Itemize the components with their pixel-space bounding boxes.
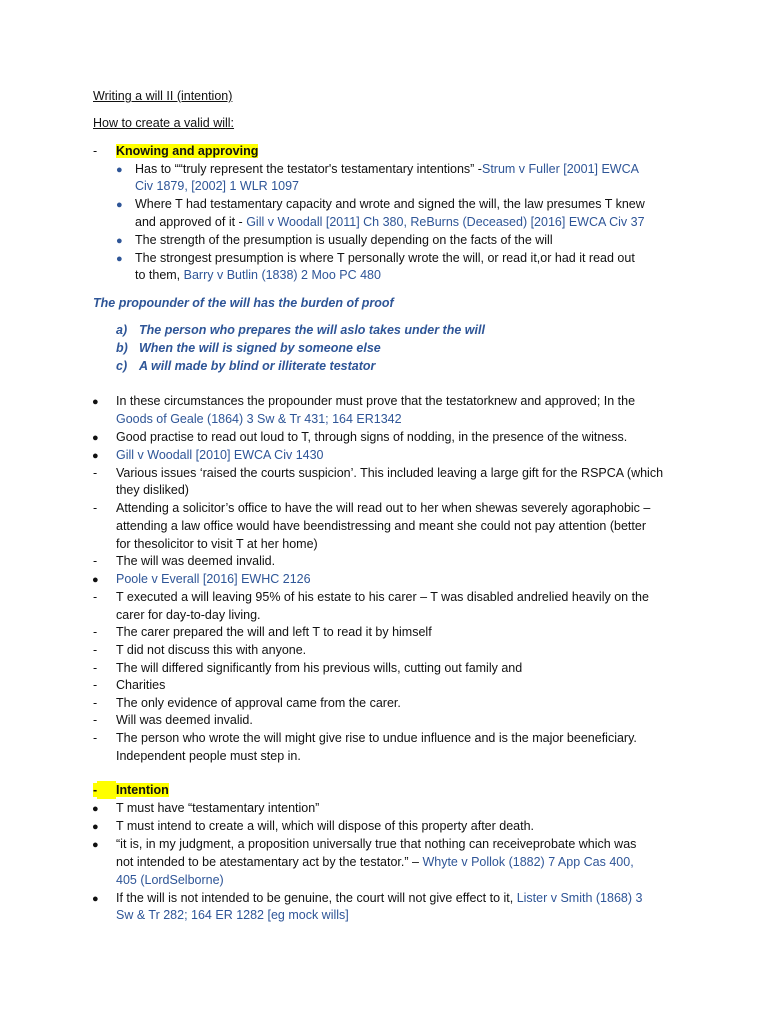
case-reference: Gill v Woodall [2010] EWCA Civ 1430 bbox=[116, 448, 324, 462]
case-reference: Sw & Tr 282; 164 ER 1282 [eg mock wills] bbox=[116, 908, 349, 922]
highlighted-heading: Knowing and approving bbox=[116, 144, 259, 158]
lettered-item-c: A will made by blind or illiterate testator bbox=[139, 359, 376, 373]
blue-disc-bullet-icon: ● bbox=[116, 235, 123, 247]
document-subtitle bbox=[93, 114, 234, 132]
disc-bullet-icon: ● bbox=[92, 396, 99, 408]
bullet-text: If the will is not intended to be genuine, the court will not give effect to it, bbox=[116, 891, 517, 905]
body-dash-item-cont: attending a law office would have beendistressing and meant she could not pay attention (better bbox=[116, 519, 646, 533]
dash-marker-icon: - bbox=[93, 501, 98, 515]
blue-disc-bullet-icon: ● bbox=[116, 199, 123, 211]
section-heading-intention bbox=[116, 781, 169, 799]
intention-bullet: T must have “testamentary intention” bbox=[116, 801, 320, 815]
body-dash-item: Will was deemed invalid. bbox=[116, 713, 253, 727]
lettered-item-a: The person who prepares the will aslo takes under the will bbox=[139, 323, 485, 337]
document-title: Writing a will II (intention) bbox=[93, 89, 233, 103]
body-dash-item-cont: Independent people must step in. bbox=[116, 749, 301, 763]
case-reference: 405 (LordSelborne) bbox=[116, 873, 224, 887]
intention-bullet: T must intend to create a will, which will dispose of this property after death. bbox=[116, 819, 535, 833]
disc-bullet-icon: ● bbox=[92, 432, 99, 444]
sub-bullet-4: The strongest presumption is where T personally wrote the will, or read it,or had it read out bbox=[135, 251, 635, 265]
sub-bullet-1 bbox=[135, 160, 639, 178]
sub-bullet-4-cont bbox=[135, 266, 381, 284]
body-dash-item-cont: they disliked) bbox=[116, 483, 189, 497]
case-reference: Barry v Butlin (1838) 2 Moo PC 480 bbox=[183, 268, 381, 282]
list-label: c) bbox=[116, 359, 128, 373]
list-label: a) bbox=[116, 323, 128, 337]
section-heading-knowing bbox=[116, 142, 258, 160]
case-reference: Strum v Fuller [2001] EWCA bbox=[481, 162, 639, 176]
intention-bullet bbox=[116, 889, 642, 907]
body-dash-item: Various issues ‘raised the courts suspicion’. This included leaving a large gift for the RSPCA (which bbox=[116, 466, 664, 480]
highlighted-heading: Intention bbox=[116, 783, 169, 797]
body-dash-item: T executed a will leaving 95% of his estate to his carer – T was disabled andrelied heavily on the bbox=[116, 590, 649, 604]
dash-marker-icon: - bbox=[93, 678, 98, 692]
disc-bullet-icon: ● bbox=[92, 839, 99, 851]
case-reference: Goods of Geale (1864) 3 Sw & Tr 431; 164 ER1342 bbox=[116, 412, 402, 426]
body-dash-item: The person who wrote the will might give rise to undue influence and is the major beeneficiary. bbox=[116, 731, 637, 745]
disc-bullet-icon: ● bbox=[92, 450, 99, 462]
disc-bullet-icon: ● bbox=[92, 574, 99, 586]
dash-marker-icon: - bbox=[93, 661, 98, 675]
body-dash-item-cont: for thesolicitor to visit T at her home) bbox=[116, 537, 318, 551]
body-dash-item: The carer prepared the will and left T to read it by himself bbox=[116, 625, 432, 639]
disc-bullet-icon: ● bbox=[92, 803, 99, 815]
subtitle-text: How to create a valid will: bbox=[93, 116, 235, 130]
sub-bullet-text: and approved of it - bbox=[135, 215, 247, 229]
quote-text: not intended to be atestamentary act by the testator.” – bbox=[116, 855, 423, 869]
disc-bullet-icon: ● bbox=[92, 893, 99, 905]
dash-marker-icon: - bbox=[93, 643, 98, 657]
body-bullet: In these circumstances the propounder must prove that the testatorknew and approved; In the bbox=[116, 394, 636, 408]
dash-marker-icon: - bbox=[93, 466, 98, 480]
dash-marker: - bbox=[93, 144, 98, 158]
dash-marker-icon: - bbox=[93, 731, 98, 745]
body-dash-item: The will differed significantly from his previous wills, cutting out family and bbox=[116, 661, 523, 675]
body-bullet: Good practise to read out loud to T, through signs of nodding, in the presence of the witness. bbox=[116, 430, 628, 444]
dash-marker-icon: - bbox=[93, 590, 98, 604]
body-dash-item: The only evidence of approval came from the carer. bbox=[116, 696, 401, 710]
sub-bullet-text: Has to ““truly represent the testator's testamentary intentions” - bbox=[135, 162, 482, 176]
case-reference: Civ 1879, [2002] 1 WLR 1097 bbox=[135, 179, 299, 193]
dash-marker-icon: - bbox=[93, 713, 98, 727]
blue-disc-bullet-icon: ● bbox=[116, 253, 123, 265]
dash-marker-icon: - bbox=[93, 625, 98, 639]
sub-bullet-2: Where T had testamentary capacity and wrote and signed the will, the law presumes T knew bbox=[135, 197, 645, 211]
sub-bullet-2-cont bbox=[135, 213, 645, 231]
highlighted-marker: - bbox=[93, 783, 98, 797]
intention-bullet-cont bbox=[116, 853, 634, 871]
sub-bullet-text: to them, bbox=[135, 268, 184, 282]
dash-marker bbox=[93, 781, 116, 799]
disc-bullet-icon: ● bbox=[92, 821, 99, 833]
dash-marker-icon: - bbox=[93, 696, 98, 710]
blue-disc-bullet-icon: ● bbox=[116, 164, 123, 176]
dash-marker-icon: - bbox=[93, 554, 98, 568]
sub-bullet-3: The strength of the presumption is usually depending on the facts of the will bbox=[135, 233, 553, 247]
case-reference: Poole v Everall [2016] EWHC 2126 bbox=[116, 572, 311, 586]
burden-of-proof-heading: The propounder of the will has the burden of proof bbox=[93, 296, 394, 310]
body-dash-item: The will was deemed invalid. bbox=[116, 554, 276, 568]
intention-bullet: “it is, in my judgment, a proposition universally true that nothing can receiveprobate which was bbox=[116, 837, 637, 851]
case-reference: Whyte v Pollok (1882) 7 App Cas 400, bbox=[422, 855, 634, 869]
list-label: b) bbox=[116, 341, 128, 355]
case-reference: Lister v Smith (1868) 3 bbox=[516, 891, 643, 905]
lettered-item-b: When the will is signed by someone else bbox=[139, 341, 381, 355]
body-dash-item: T did not discuss this with anyone. bbox=[116, 643, 307, 657]
body-dash-item: Attending a solicitor’s office to have the will read out to her when shewas severely agoraphobic – bbox=[116, 501, 651, 515]
case-reference: Gill v Woodall [2011] Ch 380, ReBurns (Deceased) [2016] EWCA Civ 37 bbox=[246, 215, 645, 229]
body-dash-item-cont: carer for day-to-day living. bbox=[116, 608, 261, 622]
body-dash-item: Charities bbox=[116, 678, 166, 692]
